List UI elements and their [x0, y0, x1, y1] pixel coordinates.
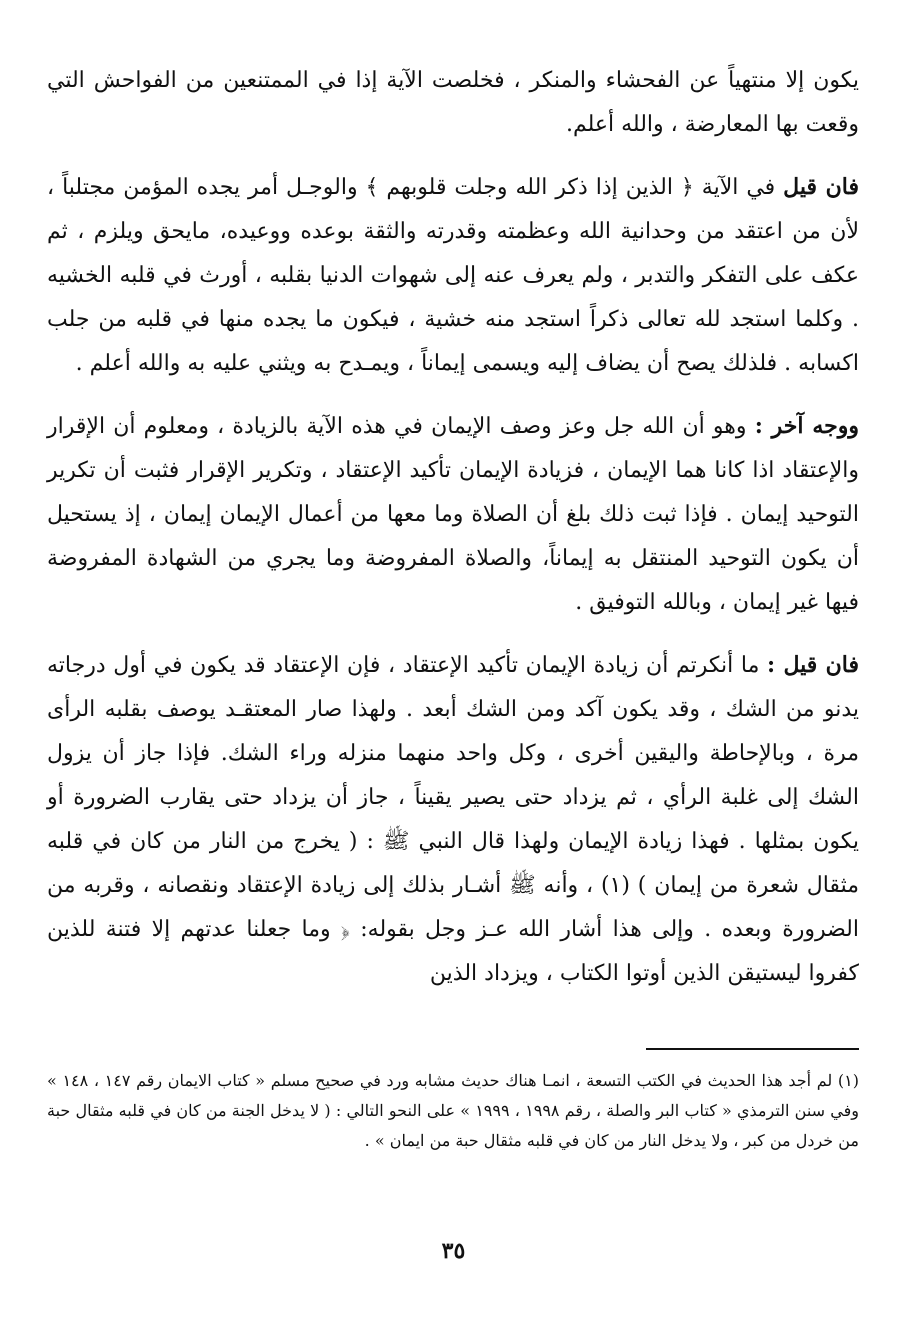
paragraph-4 [47, 643, 859, 996]
paragraph-1 [47, 58, 859, 147]
main-text-block [47, 58, 859, 1014]
paragraph-3-text: وهو أن الله جل وعز وصف الإيمان في هذه الآية بالزيادة ، ومعلوم أن الإقرار والإعتقاد اذا كانا هما الإيمان ، فزيادة الإيمان تأكيد الإعتقاد ، وتكرير الإقرار فثبت أن تكرير التوحيد إيمان . فإذا ثبت ذلك بلغ أن الصلاة وما معها من أعمال الإيمان إيمان ، إذ يستحيل أن يكون التوحيد المنتقل به إيماناً، والصلاة المفروضة وما يجري من الشهادة المفروضة فيها غير إيمان ، وبالله التوفيق . [47, 414, 859, 615]
paragraph-4-text: ما أنكرتم أن زيادة الإيمان تأكيد الإعتقاد ، فإن الإعتقاد قد يكون في أول درجاته يدنو من الشك ، وقد يكون آكد ومن الشك أبعد . ولهذا صار المعتقـد يوصف بقلبه الرأى مرة ، وبالإحاطة واليقين أخرى ، وكل واحد منهما منزله وراء الشك. فإذا جاز أن يزول الشك إلى غلبة الرأي ، ثم يزداد حتى يصير يقيناً ، جاز أن يزداد حتى يقارب الضرورة أو يكون بمثلها . فهذا زيادة الإيمان ولهذا قال النبي ﷺ : ( يخرج من النار من كان في قلبه مثقال شعرة من إيمان ) (١) ، وأنه ﷺ أشـار بذلك إلى زيادة الإعتقاد ونقصانه ، وقربه من الضرورة وبعده . وإلى هذا أشار الله عـز وجل بقوله: ﴿ وما جعلنا عدتهم إلا فتنة للذين كفروا ليستيقن الذين أوتوا الكتاب ، ويزداد الذين [47, 653, 859, 986]
paragraph-1-text: يكون إلا منتهياً عن الفحشاء والمنكر ، فخلصت الآية إذا في الممتنعين من الفواحش التي وقعت بها المعارضة ، والله أعلم. [47, 68, 859, 137]
footnote: (١) لم أجد هذا الحديث في الكتب التسعة ، انمـا هناك حديث مشابه ورد في صحيح مسلم « كتاب الايمان رقم ١٤٧ ، ١٤٨ » وفي سنن الترمذي « كتاب البر والصلة ، رقم ١٩٩٨ ، ١٩٩٩ » على النحو التالي : ( لا يدخل الجنة من كان في قلبه مثقال حبة من خردل من كبر ، ولا يدخل النار من كان في قلبه مثقال حبة من ايمان » . [47, 1071, 860, 1150]
paragraph-2-lead: فان قيل [783, 174, 859, 200]
paragraph-3-lead: ووجه آخر : [754, 413, 859, 439]
paragraph-3 [47, 404, 859, 625]
paragraph-2-text: في الآية ﴿ الذين إذا ذكر الله وجلت قلوبهم ﴾ والوجـل أمر يجده المؤمن مجتلباً ، لأن من اعتقد من وحدانية الله وعظمته وقدرته والثقة بوعده ووعيده، مايحق ويلزم ، ثم عكف على التفكر والتدبر ، ولم يعرف عنه إلى شهوات الدنيا بقلبه ، أورث في قلبه الخشيه . وكلما استجد لله تعالى ذكراً استجد منه خشية ، فيكون ما يجده منها في قلبه من جلب اكسابه . فلذلك يصح أن يضاف إليه ويسمى إيماناً ، ويمـدح به ويثني عليه به والله أعلم . [47, 175, 859, 376]
paragraph-4-lead: فان قيل : [767, 652, 859, 678]
page-number: ٣٥ [441, 1238, 466, 1264]
footnote-divider [646, 1048, 859, 1050]
paragraph-2 [47, 165, 859, 386]
